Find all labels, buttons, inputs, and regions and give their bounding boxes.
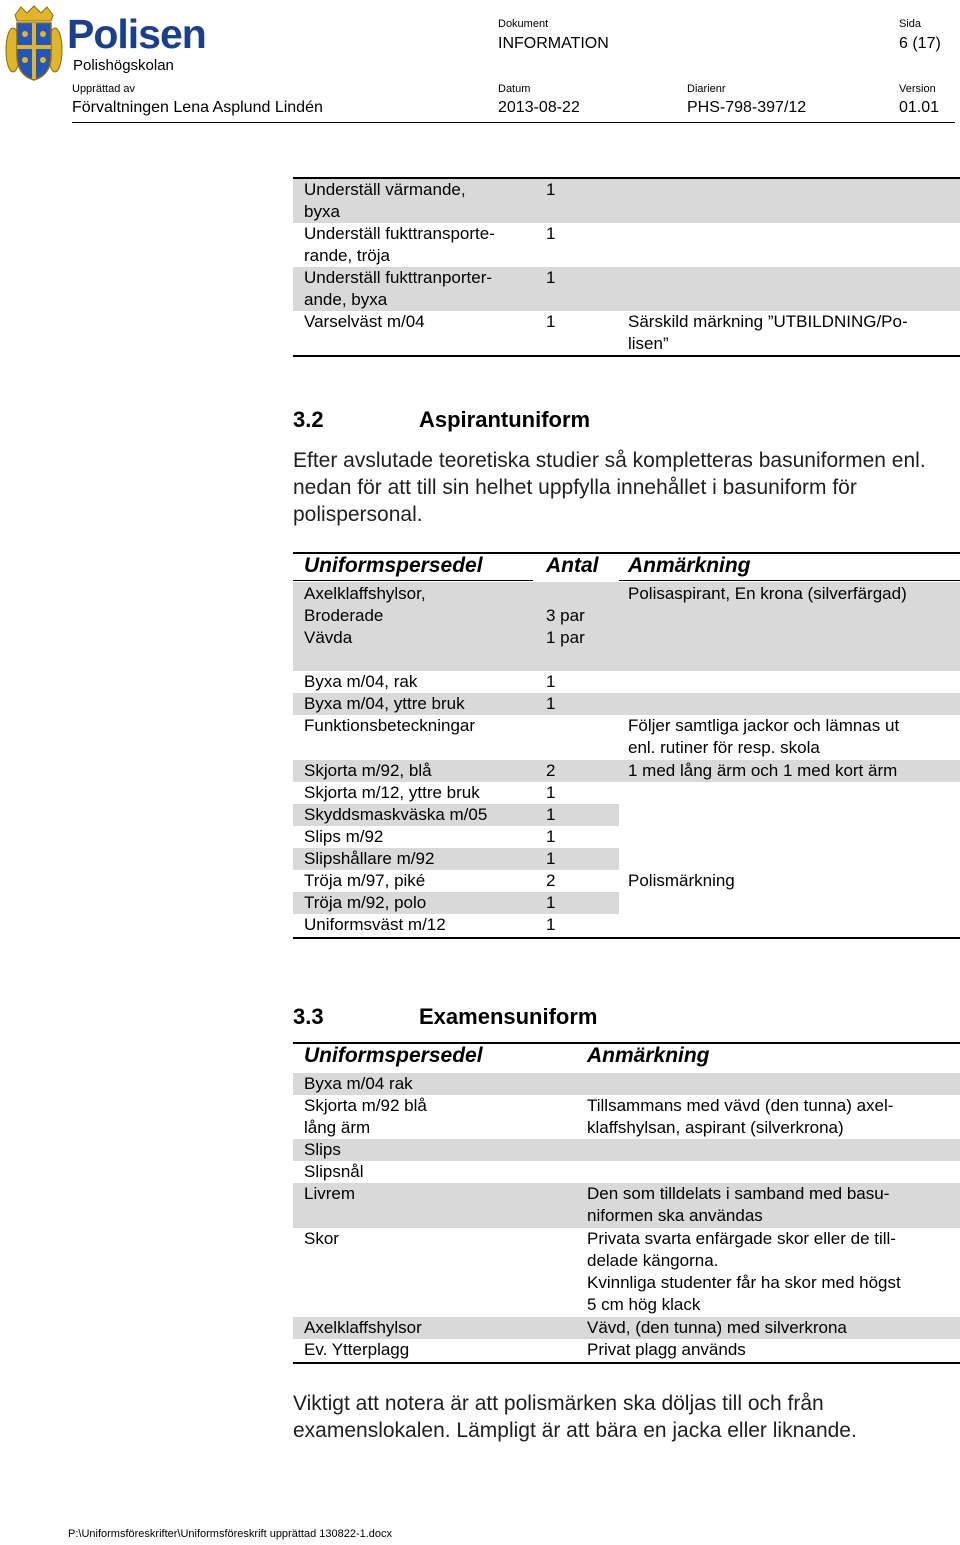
item-note: Polisaspirant, En krona (silverfärgad) bbox=[628, 584, 907, 603]
table-row bbox=[293, 760, 960, 782]
item-count: 1 bbox=[546, 312, 556, 331]
item-name: Axelklaffshylsor bbox=[304, 1318, 422, 1337]
header-underline bbox=[619, 580, 960, 581]
item-name: Skjorta m/92, blå bbox=[304, 761, 432, 780]
registry-value: PHS-798-397/12 bbox=[687, 99, 807, 116]
table-row bbox=[293, 848, 619, 870]
column-header-note: Anmärkning bbox=[587, 1044, 710, 1067]
table-row bbox=[293, 1139, 960, 1161]
column-header-item: Uniformspersedel bbox=[304, 1044, 483, 1067]
item-name: Skjorta m/92 blå lång ärm bbox=[304, 1096, 427, 1137]
item-note: Tillsammans med vävd (den tunna) axel- klaffshylsan, aspirant (silverkrona) bbox=[587, 1096, 894, 1137]
document-label: Dokument bbox=[498, 18, 549, 30]
table-row bbox=[293, 870, 960, 892]
item-name: Axelklaffshylsor, Broderade Vävda bbox=[304, 584, 426, 647]
table-row bbox=[293, 892, 619, 914]
item-name: Slips bbox=[304, 1140, 341, 1159]
item-name: Uniformsväst m/12 bbox=[304, 915, 446, 934]
table-row bbox=[293, 826, 960, 848]
table-row bbox=[293, 179, 960, 223]
item-count: 1 bbox=[546, 893, 556, 912]
brand-subtitle: Polishögskolan bbox=[73, 57, 174, 74]
closing-paragraph: Viktigt att notera är att polismärken ska döljas till och från examenslokalen. Lämpligt är att bära en jacka eller liknande. bbox=[293, 1392, 857, 1442]
item-count: 1 bbox=[546, 268, 556, 287]
item-note: Den som tilldelats i samband med basu- niformen ska användas bbox=[587, 1184, 890, 1225]
item-name: Byxa m/04 rak bbox=[304, 1074, 413, 1093]
item-name: Tröja m/97, piké bbox=[304, 871, 426, 890]
version-label: Version bbox=[899, 83, 936, 95]
section-title: Aspirantuniform bbox=[419, 407, 591, 432]
item-count: 1 bbox=[546, 672, 556, 691]
item-name: Byxa m/04, rak bbox=[304, 672, 418, 691]
table-row bbox=[293, 223, 960, 267]
author-label: Upprättad av bbox=[72, 83, 135, 95]
item-count: 1 bbox=[546, 694, 556, 713]
item-name: Skor bbox=[304, 1229, 339, 1248]
item-name: Underställ värmande, byxa bbox=[304, 180, 466, 221]
table-row bbox=[293, 1161, 960, 1183]
police-crest-logo bbox=[5, 5, 63, 81]
table-row bbox=[293, 914, 960, 936]
item-note: Polismärkning bbox=[628, 871, 735, 890]
registry-label: Diarienr bbox=[687, 83, 726, 95]
item-name: Underställ fukttranporter- ande, byxa bbox=[304, 268, 493, 309]
table-row bbox=[293, 782, 960, 804]
item-count: 3 par 1 par bbox=[546, 606, 585, 647]
page-value: 6 (17) bbox=[899, 35, 941, 52]
version-value: 01.01 bbox=[899, 99, 940, 116]
page-label: Sida bbox=[899, 18, 922, 30]
item-count: 1 bbox=[546, 827, 556, 846]
item-name: Skjorta m/12, yttre bruk bbox=[304, 783, 480, 802]
table-row bbox=[293, 715, 960, 760]
section-number: 3.2 bbox=[293, 407, 324, 432]
date-value: 2013-08-22 bbox=[498, 99, 580, 116]
table-row bbox=[293, 1228, 960, 1317]
table-header-row bbox=[293, 555, 960, 581]
brand-name: Polisen bbox=[67, 11, 206, 57]
item-name: Slipsnål bbox=[304, 1162, 364, 1181]
table1-bottom-rule bbox=[293, 355, 960, 357]
section-title: Examensuniform bbox=[419, 1004, 598, 1029]
header-underline bbox=[293, 580, 533, 581]
table-row bbox=[293, 671, 960, 693]
item-count: 1 bbox=[546, 915, 556, 934]
item-name: Slipshållare m/92 bbox=[304, 849, 435, 868]
item-count: 1 bbox=[546, 805, 556, 824]
table-row bbox=[293, 267, 960, 311]
section-number: 3.3 bbox=[293, 1004, 324, 1029]
item-name: Livrem bbox=[304, 1184, 356, 1203]
date-label: Datum bbox=[498, 83, 531, 95]
table-header-row bbox=[293, 1045, 960, 1072]
file-path-footer: P:\Uniformsföreskrifter\Uniformsföreskrift upprättad 130822-1.docx bbox=[68, 1528, 393, 1540]
item-name: Tröja m/92, polo bbox=[304, 893, 427, 912]
item-name: Funktionsbeteckningar bbox=[304, 716, 476, 735]
table-row bbox=[293, 1183, 960, 1228]
author-value: Förvaltningen Lena Asplund Lindén bbox=[72, 99, 323, 116]
table-row bbox=[293, 311, 960, 355]
item-note: Följer samtliga jackor och lämnas ut enl. rutiner för resp. skola bbox=[628, 716, 900, 757]
item-name: Varselväst m/04 bbox=[304, 312, 425, 331]
item-name: Underställ fukttransporte- rande, tröja bbox=[304, 224, 495, 265]
column-header-item: Uniformspersedel bbox=[304, 554, 483, 577]
table-row bbox=[293, 1317, 960, 1339]
item-name: Ev. Ytterplagg bbox=[304, 1340, 410, 1359]
column-header-note: Anmärkning bbox=[628, 554, 751, 577]
header-divider bbox=[72, 122, 955, 123]
table-row bbox=[293, 1073, 960, 1095]
table3-bottom-rule bbox=[293, 1362, 960, 1364]
item-count: 1 bbox=[546, 783, 556, 802]
item-count: 2 bbox=[546, 871, 556, 890]
item-name: Byxa m/04, yttre bruk bbox=[304, 694, 465, 713]
table-row bbox=[293, 582, 960, 671]
item-name: Skyddsmaskväska m/05 bbox=[304, 805, 488, 824]
item-note: Vävd, (den tunna) med silverkrona bbox=[587, 1318, 847, 1337]
item-note: Privat plagg används bbox=[587, 1340, 746, 1359]
table2-bottom-rule bbox=[293, 937, 960, 939]
item-count: 1 bbox=[546, 849, 556, 868]
table-row bbox=[293, 1095, 960, 1139]
item-note: 1 med lång ärm och 1 med kort ärm bbox=[628, 761, 898, 780]
table-row bbox=[293, 804, 619, 826]
section-paragraph: Efter avslutade teoretiska studier så kompletteras basuniformen enl. nedan för att till sin helhet uppfylla innehållet i basuniform för polispersonal. bbox=[293, 449, 926, 526]
item-note: Privata svarta enfärgade skor eller de till- delade kängorna. Kvinnliga studenter får ha skor med högst 5 cm hög klack bbox=[587, 1229, 901, 1314]
item-count: 1 bbox=[546, 180, 556, 199]
table-row bbox=[293, 693, 960, 715]
item-note: Särskild märkning ”UTBILDNING/Po- lisen” bbox=[628, 312, 908, 353]
item-name: Slips m/92 bbox=[304, 827, 384, 846]
item-count: 1 bbox=[546, 224, 556, 243]
column-header-count: Antal bbox=[546, 554, 599, 577]
table-row bbox=[293, 1339, 960, 1361]
document-value: INFORMATION bbox=[498, 35, 609, 52]
item-count: 2 bbox=[546, 761, 556, 780]
